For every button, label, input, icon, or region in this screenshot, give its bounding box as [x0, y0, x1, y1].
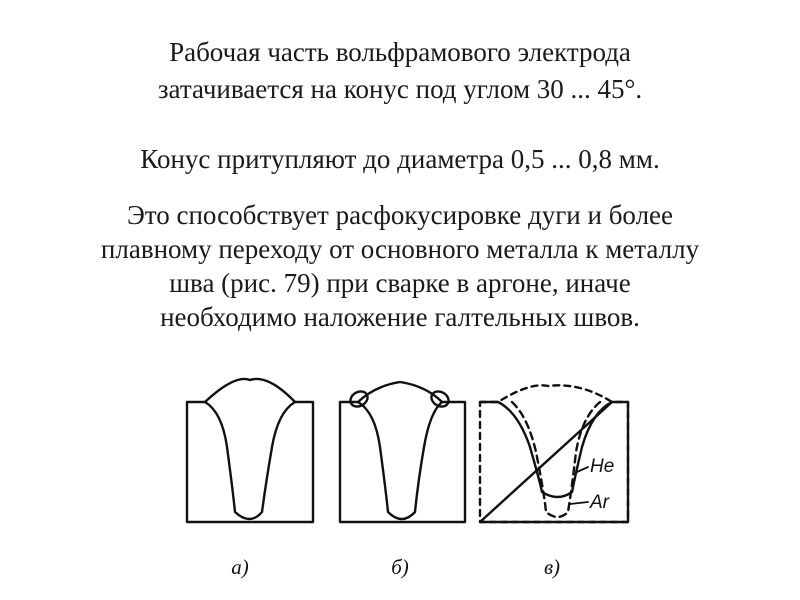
label-argon: Ar	[590, 492, 609, 513]
weld-cross-section-figure	[180, 372, 630, 582]
paragraph1-text: Конус притупляют до диаметра 0,5 ... 0,8 мм.	[140, 144, 660, 174]
paragraph-arc-defocus	[0, 198, 800, 334]
caption-a: а)	[231, 555, 249, 579]
title-line-1: Рабочая часть вольфрамового электрода	[169, 37, 631, 67]
paragraph2-line-3: шва (рис. 79) при сварке в аргоне, иначе	[169, 268, 631, 298]
title-line-2: затачивается на конус под углом 30 ... 45°.	[157, 74, 643, 104]
caption-b: б)	[391, 555, 409, 579]
paragraph-cone-diameter	[0, 142, 800, 176]
weld-section-b	[340, 382, 465, 522]
weld-section-a	[187, 379, 313, 522]
paragraph2-line-1: Это способствует расфокусировке дуги и более	[126, 200, 674, 230]
paragraph2-line-2: плавному переходу от основного металла к металлу	[100, 234, 700, 264]
caption-c: в)	[543, 555, 561, 579]
paragraph2-line-4: необходимо наложение галтельных швов.	[160, 302, 640, 332]
label-helium: He	[590, 456, 615, 477]
slide-title	[0, 34, 800, 108]
